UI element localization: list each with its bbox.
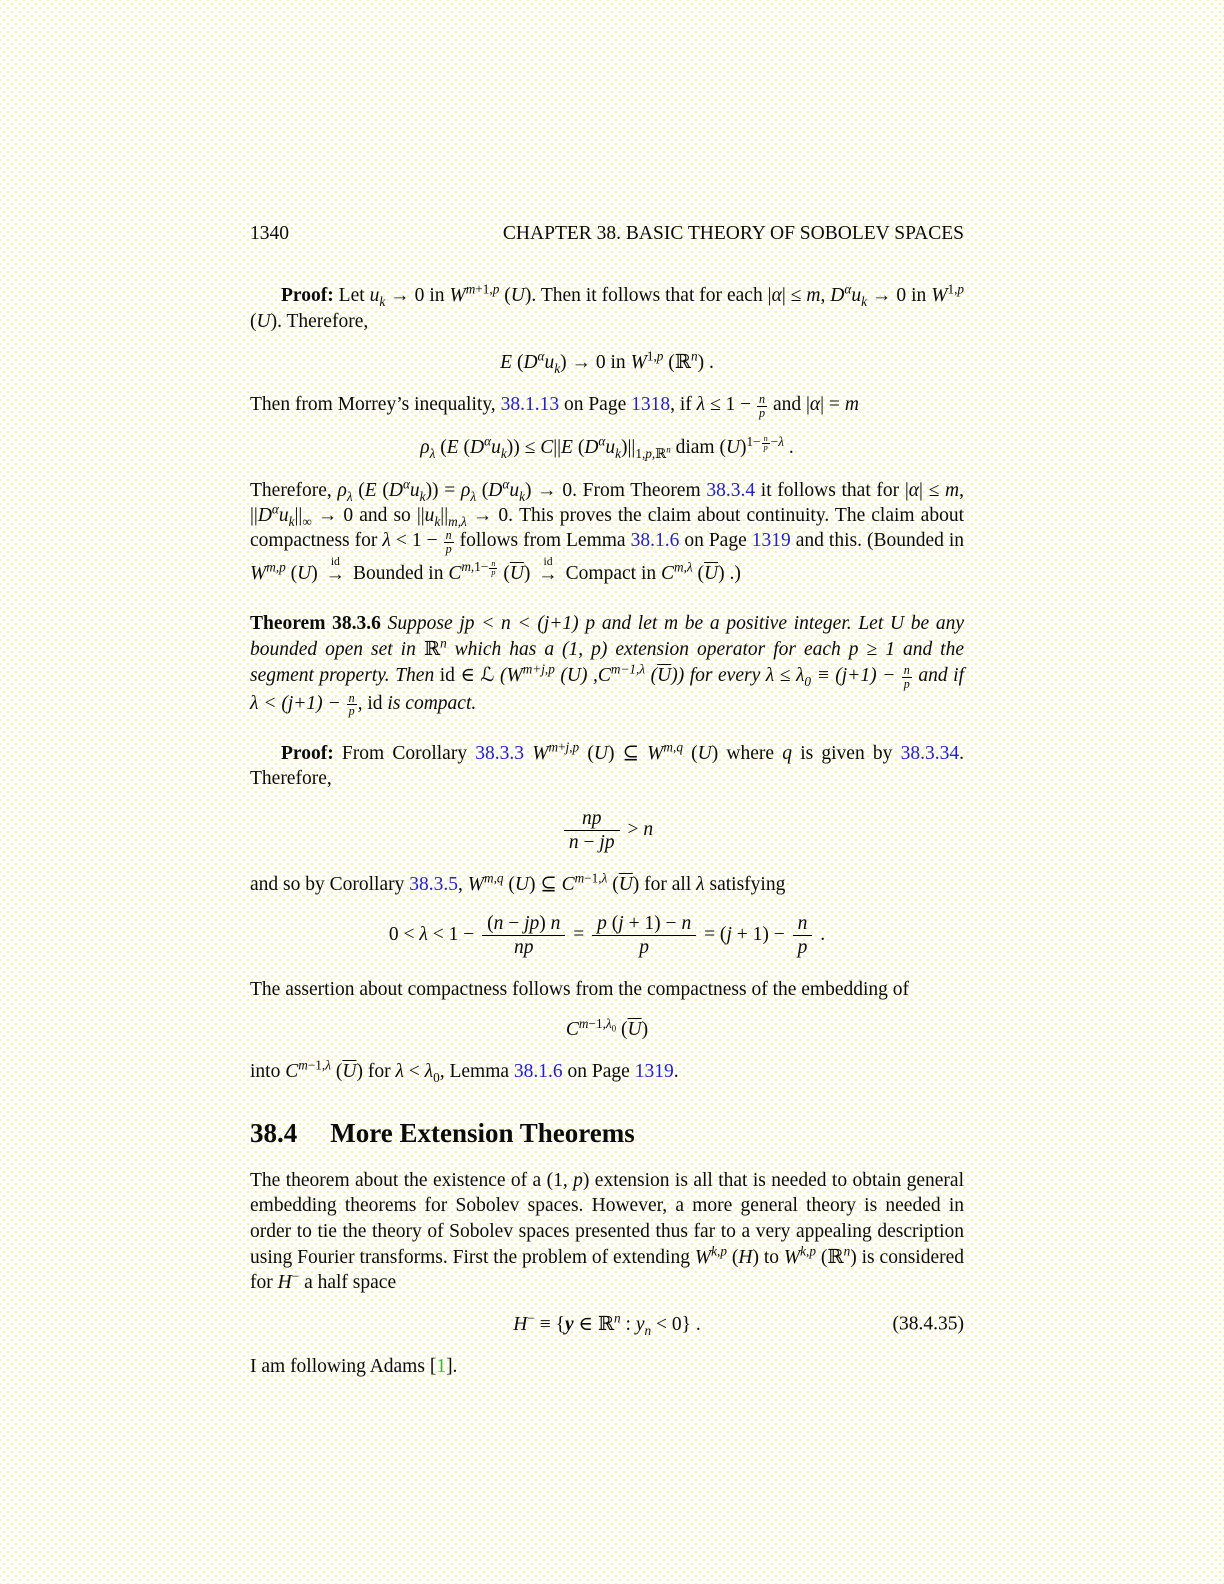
citation-link[interactable]: 1: [436, 1355, 447, 1377]
therefore-paragraph: Therefore, $\rho_\lambda$ (E $(D^\alpha u_k)) = \rho_\lambda$ $(D^\alpha u_k) \to 0$. From Theorem 38.3.4 it follows that for |α| ≤ m, $||D^\alpha u_k||_\infty \to 0$ and so $||u_k||_{m,\lambda} \to 0$. This proves the claim about continuity. The claim about compactness for λ < 1 − $\frac{n}{p}$ follows from Lemma 38.1.6 on Page 1319 and this. (Bounded in W$^{m,p}$ (U) id → Bounded in $C^{m,1- \frac{n}{p}}$ $(\overline{U})$ id → Compact in $C^{m,\lambda}$ $(\overline{U})$ .): [250, 476, 965, 586]
page-content: [250, 283, 964, 1379]
section-intro-paragraph: The theorem about the existence of a (1, p) extension is all that is needed to obtain general embedding theorems for Sobolev spaces. However, a more general theory is needed in order to tie the theory of Sobolev spaces presented thus far to a very appealing description using Fourier transforms. First the problem of extending W$^{k,p}$ (H) to W$^{k,p}$ (ℝ$^n$) is considered for H− a half space: [250, 1169, 965, 1294]
cross-reference-link[interactable]: 1319: [634, 1061, 674, 1083]
equation-morrey: [250, 435, 964, 461]
morrey-paragraph: Then from Morrey’s inequality, 38.1.13 on Page 1318, if λ ≤ 1 − $\frac{n}{p}$ and |α| = m: [250, 392, 859, 421]
cross-reference-link[interactable]: 38.3.3: [475, 743, 525, 765]
section-number: 38.4: [250, 1117, 298, 1148]
equation-embedding-space: [250, 1017, 964, 1042]
page-number: 1340: [250, 223, 289, 244]
equation-body: E $(D^\alpha u_k) \to 0$ in W$^{1,p}$ (ℝ$^n$) .: [500, 348, 714, 376]
equation-body: $\rho_\lambda$ (E $(D^\alpha u_k)) \le C||E$ $(D^\alpha u_k)||_{1,p,ℝ^n}$ diam $(U)^{1- \frac{n}{p} -\lambda}$ .: [420, 433, 794, 463]
equation-body: $C^{m-1,\lambda_0}$ $(\overline{U})$: [565, 1015, 649, 1041]
cross-reference-link[interactable]: 38.3.5: [409, 873, 458, 895]
chapter-header: CHAPTER 38. BASIC THEORY OF SOBOLEV SPACES: [502, 223, 964, 244]
cross-reference-link[interactable]: 1318: [631, 394, 671, 416]
cross-reference-link[interactable]: 1319: [751, 530, 791, 552]
equation-half-space: [250, 1311, 964, 1337]
cross-reference-link[interactable]: 38.1.6: [630, 530, 680, 552]
into-paragraph: into $C^{m-1,\lambda}$ $(\overline{U})$ for $\lambda < \lambda_0$, Lemma 38.1.6 on Page 1319.: [250, 1057, 679, 1086]
equation-number: (38.4.35): [892, 1313, 964, 1335]
cross-reference-link[interactable]: 38.3.4: [706, 479, 756, 501]
theorem-38-3-6: Theorem 38.3.6 Suppose jp < n < (j+1) p and let m be a positive integer. Let U be any bounded open set in ℝ$^n$ which has a (1, p) extension operator for each p ≥ 1 and the segment property. Then id ∈ ℒ ($W^{m+j,p}$ (U) $,C^{m-1,\lambda}$ $(\overline{U})$) for every $\lambda \le \lambda_0 \equiv (j+1)$ − $\frac{n}{p}$ and if λ < (j+1) − $\frac{n}{p}$ , id is compact.: [250, 612, 965, 719]
cross-reference-link[interactable]: 38.1.6: [513, 1061, 563, 1083]
section-title: More Extension Theorems: [330, 1117, 635, 1148]
text-block: [250, 221, 964, 1384]
cross-reference-link[interactable]: 38.1.13: [500, 394, 560, 416]
equation-lambda-chain: [250, 912, 964, 960]
equation-body: $\frac{np}{n - jp}$ > n: [561, 819, 653, 840]
proof-paragraph-2: Proof: From Corollary 38.3.3 $W^{m+j,p}$ (U) ⊆ W$^{m,q}$ (U) where q is given by 38.3.34. Therefore,: [250, 739, 964, 790]
equation-body: H− ≡ {y ∈ ℝ$^n$ : $y_n < 0$} .: [513, 1310, 701, 1338]
running-header: [250, 221, 964, 246]
assertion-paragraph: The assertion about compactness follows from the compactness of the embedding of: [250, 978, 910, 1000]
section-38-4-heading: [250, 1116, 964, 1151]
equation-body: 0 < λ < 1 − $\frac{(n - jp) n}{np}$ = $\frac{p (j + 1) - n}{p}$ = (j + 1) − $\frac{n}{p}$ .: [388, 912, 826, 959]
equation-np-fraction: [250, 807, 964, 855]
adams-paragraph: I am following Adams [1].: [250, 1355, 458, 1377]
proof-paragraph-1: Proof: Let $u_k \to 0$ in $W^{m+1,p}$ (U). Then it follows that for each |α| ≤ m, $D^\alpha u_k \to 0$ in W$^{1,p}$ (U). Therefore,: [250, 281, 965, 332]
cross-reference-link[interactable]: 38.3.34: [900, 743, 960, 765]
corollary-paragraph: and so by Corollary 38.3.5, W$^{m,q}$ (U) ⊆ $C^{m-1,\lambda}$ $(\overline{U})$ for all λ satisfying: [250, 870, 786, 895]
equation-convergence: [250, 349, 964, 375]
